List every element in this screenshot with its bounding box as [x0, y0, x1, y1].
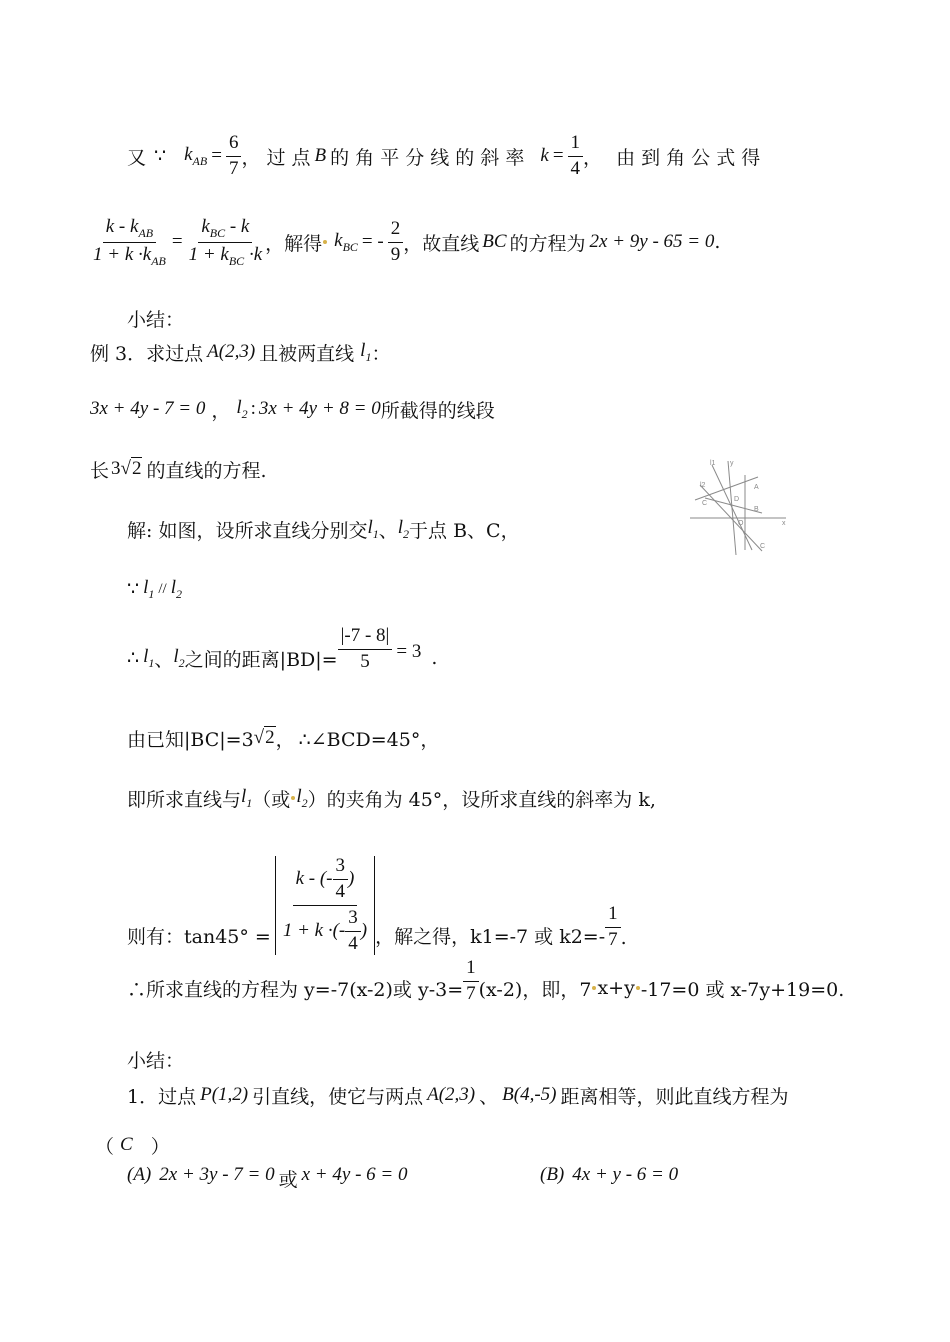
- l1-symbol: $l_1$: [241, 785, 253, 810]
- line-l1: [712, 465, 752, 550]
- l2-symbol: $l_2$: [296, 785, 308, 810]
- fraction-6-7: $\frac{6}{7}$: [226, 133, 242, 180]
- point-p: P(1,2): [200, 1084, 249, 1105]
- label-o: O: [738, 520, 744, 527]
- label-x: x: [782, 520, 786, 527]
- fraction-2-9: $\frac{2}{9}$: [388, 219, 404, 266]
- text-or: 或: [278, 1168, 298, 1191]
- equals: =: [211, 145, 222, 166]
- text-you: 又: [127, 146, 147, 169]
- question-1: [127, 1075, 789, 1115]
- sqrt-two: √2: [120, 458, 142, 479]
- text-or: （或: [252, 788, 291, 811]
- comma: ，: [583, 146, 603, 169]
- solution-parallel: [127, 572, 182, 606]
- option-a-eq2: x + 4y - 6 = 0: [301, 1164, 408, 1185]
- text-solve: ，解得: [265, 232, 323, 255]
- text-solve-k: ，解之得，k1=-7 或 k2=-: [375, 926, 606, 948]
- point-b: B: [314, 145, 327, 166]
- point-b: B(4,-5): [502, 1084, 557, 1105]
- label-d: D: [734, 496, 740, 503]
- text-tan45: 则有：tan45° =: [127, 926, 271, 948]
- text-angle-bcd: ∴∠BCD=45°，: [298, 728, 440, 751]
- text-length: 长: [90, 459, 110, 482]
- text-through-point: 1．过点: [127, 1085, 197, 1108]
- text-line: ，故直线: [403, 232, 480, 255]
- mark-dot: [592, 986, 596, 990]
- option-a: [127, 1158, 407, 1192]
- fraction-rhs: $\frac{k_{BC} - k}{1 + k_{BC} \cdot k}$: [188, 215, 263, 268]
- l2-symbol: $l_2$: [170, 576, 182, 601]
- point-a: A(2,3): [207, 341, 256, 362]
- fraction-1-7-answer: $\frac{1}{7}$: [463, 958, 479, 1005]
- comma: ，: [275, 728, 295, 751]
- text-solution-intro: 解: 如图，设所求直线分别交: [127, 519, 368, 542]
- label-y: y: [730, 460, 734, 467]
- fraction-1-7: $\frac{1}{7}$: [605, 904, 621, 951]
- text-angle-formula: 由 到 角 公 式 得: [616, 146, 761, 169]
- paren-right: ）: [150, 1135, 170, 1158]
- coef-three: 3: [111, 458, 121, 479]
- text-two-points: 引直线，使它与两点: [252, 1085, 424, 1108]
- equation-l2: 3x + 4y + 8 = 0: [258, 398, 381, 419]
- line-bc: BC: [482, 231, 507, 252]
- text-two-lines: 且被两直线: [259, 342, 355, 365]
- option-a-label: (A): [127, 1164, 152, 1185]
- mark-dot: [323, 240, 327, 244]
- text-bc-length: 由已知|BC|=3: [127, 728, 254, 751]
- text-find-line: 的直线的方程.: [146, 459, 267, 482]
- text-distance: 之间的距离|BD|=: [184, 648, 338, 671]
- l2-symbol: $l_2$: [173, 645, 185, 670]
- parallel-symbol: //: [158, 580, 167, 597]
- option-a-eq1: 2x + 3y - 7 = 0: [159, 1164, 275, 1185]
- label-l2: l2: [700, 482, 706, 489]
- solution-distance: [127, 624, 438, 689]
- para-kab-slope: 又 ∵ $k_{AB}$ = $\frac{6}{7}$ ， 过 点 B 的 角 平 分 线 的 斜 率 k = $\frac{1}{4}$ ， 由 到 角 公 式 得: [127, 131, 761, 179]
- comma: ，: [241, 146, 261, 169]
- period: .: [431, 647, 438, 669]
- text-through-point: 过 点: [266, 146, 311, 169]
- label-c: C: [702, 500, 708, 507]
- equals: =: [171, 231, 183, 252]
- para-kbc-equation: [90, 212, 720, 272]
- text-answer-c: x+y: [597, 977, 635, 999]
- mark-dot: [636, 986, 640, 990]
- period: .: [714, 231, 721, 253]
- text-angle-intro: 即所求直线与: [127, 788, 242, 811]
- paren-left: （: [95, 1135, 115, 1158]
- separator: 、: [154, 648, 174, 671]
- text-equation-is: 的方程为: [509, 232, 586, 255]
- point-a: A(2,3): [427, 1084, 476, 1105]
- text-points-bc: 于点 B、C，: [409, 519, 520, 542]
- text-bisector-slope: 的 角 平 分 线 的 斜 率: [330, 146, 525, 169]
- separator: 、: [378, 519, 398, 542]
- k-bc-symbol: $k_{BC}$: [334, 229, 358, 254]
- k-symbol: k: [540, 145, 549, 166]
- example-3-line3: [90, 452, 267, 486]
- colon: :: [250, 398, 256, 419]
- mark-dot: [291, 796, 295, 800]
- separator: 、: [479, 1085, 499, 1108]
- text-angle-45: ）的夹角为 45°，设所求直线的斜率为 k,: [307, 788, 656, 811]
- colon: ：: [371, 342, 391, 365]
- l1-symbol: $l_1$: [367, 516, 379, 541]
- text-equal-distance: 距离相等，则此直线方程为: [560, 1085, 789, 1108]
- label-b: B: [754, 506, 759, 513]
- option-b-label: (B): [540, 1164, 565, 1185]
- l1-symbol: $l_1$: [360, 339, 372, 364]
- answer-choice: C: [120, 1134, 133, 1155]
- answer-parens: [95, 1130, 170, 1160]
- label-l1: l1: [710, 460, 716, 467]
- period: .: [620, 927, 627, 949]
- example-3-line1: [90, 335, 390, 369]
- fraction-1-4: $\frac{1}{4}$: [568, 133, 584, 180]
- text-segment: 所截得的线段: [380, 399, 495, 422]
- because-symbol: ∵: [154, 145, 167, 167]
- solution-bc-length: [127, 720, 439, 756]
- label-c2: C: [760, 543, 766, 550]
- equation-bc: 2x + 9y - 65 = 0: [589, 231, 715, 252]
- label-a: A: [754, 484, 759, 491]
- example-label: 例 3．求过点: [90, 342, 204, 365]
- solution-answer: [127, 956, 845, 1016]
- therefore-symbol: ∴: [127, 647, 140, 669]
- example-3-line2: [90, 392, 495, 426]
- l2-symbol: $l_2$: [397, 516, 410, 541]
- l2-symbol: $l_2$: [236, 396, 248, 421]
- equals-minus: = -: [361, 231, 384, 252]
- text-answer: ∴所求直线的方程为 y=-7(x-2)或 y-3=: [127, 978, 464, 1001]
- solution-angle: [127, 780, 656, 816]
- text-answer-b: (x-2)，即，7: [478, 978, 592, 1001]
- because-symbol: ∵: [127, 578, 140, 600]
- absolute-fraction: k - (- $\frac{3}{4}$ ) 1 + k ·(- $\frac{3}{4}$ ): [275, 856, 375, 955]
- summary-heading: 小结：: [127, 309, 185, 331]
- k-ab-symbol: $k_{AB}$: [184, 143, 208, 168]
- equation-l1: 3x + 4y - 7 = 0: [90, 398, 206, 419]
- comma: ，: [211, 399, 231, 422]
- text-answer-d: -17=0 或 x-7y+19=0.: [640, 978, 845, 1001]
- option-b: [540, 1158, 678, 1192]
- l1-symbol: $l_1$: [143, 645, 155, 670]
- summary-heading: 小结：: [127, 1050, 185, 1072]
- l1-symbol: $l_1$: [143, 576, 155, 601]
- equals-three: = 3: [396, 641, 422, 662]
- sqrt-two: √2: [253, 727, 275, 748]
- fraction-lhs: $\frac{k - k_{AB}}{1 + k \cdot k_{AB}}$: [93, 215, 166, 268]
- solution-line1: [127, 512, 520, 546]
- option-b-eq: 4x + y - 6 = 0: [572, 1164, 679, 1185]
- solution-tan: [127, 835, 627, 955]
- fraction-distance: $\frac{|-7 - 8|}{5}$: [338, 626, 393, 673]
- geometry-figure: [690, 455, 790, 565]
